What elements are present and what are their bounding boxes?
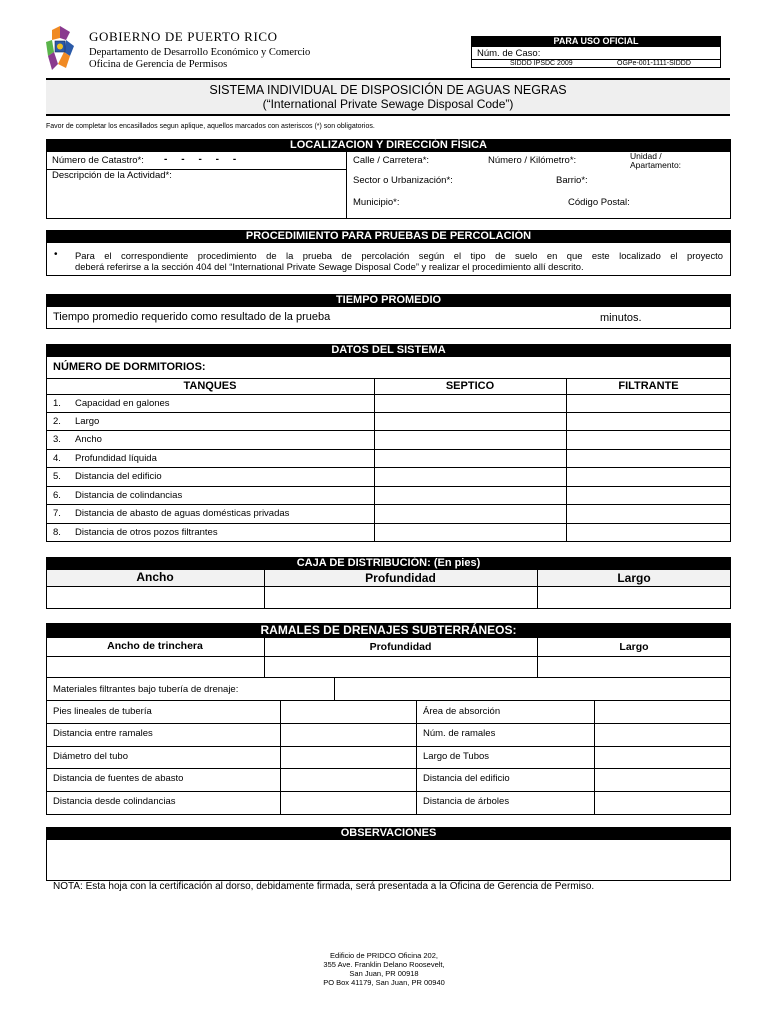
branch-count-label: Núm. de ramales [423, 728, 496, 739]
footer-address-3: San Juan, PR 00918 [349, 969, 419, 978]
col-tanques: TANQUES [183, 380, 237, 392]
supply-distance-input[interactable] [284, 771, 412, 788]
tree-distance-label: Distancia de árboles [423, 796, 510, 807]
location-header: LOCALIZACION Y DIRECCIÓN FÍSICA [46, 139, 731, 152]
septico-other-wells-input[interactable] [378, 525, 562, 539]
filtrante-boundary-distance-input[interactable] [570, 488, 726, 502]
footer-address-2: 355 Ave. Franklin Delano Roosevelt, [323, 960, 445, 969]
septico-width-input[interactable] [378, 432, 562, 446]
instructions: Favor de completar los encasillados segun aplique, aquellos marcados con asteriscos (*) son obligatorios. [46, 123, 375, 130]
row-number: 4. [53, 453, 61, 464]
footer-address-4: PO Box 41179, San Juan, PR 00940 [323, 978, 445, 987]
observations-input[interactable] [50, 842, 727, 878]
catastro-input[interactable] [160, 153, 340, 167]
activity-input[interactable] [50, 181, 342, 216]
drain-col-trench-width: Ancho de trinchera [107, 640, 203, 652]
septico-capacity-input[interactable] [378, 396, 562, 410]
row-number: 6. [53, 490, 61, 501]
absorption-area-input[interactable] [598, 703, 727, 720]
dist-col-ancho: Ancho [136, 570, 174, 584]
dist-col-profundidad: Profundidad [365, 571, 436, 585]
drain-depth-input[interactable] [268, 659, 533, 675]
row-number: 7. [53, 508, 61, 519]
row-label: Profundidad líquida [75, 453, 157, 464]
boundary-distance-input[interactable] [284, 794, 412, 811]
building-distance-label: Distancia del edificio [423, 773, 510, 784]
row-label: Distancia del edificio [75, 471, 162, 482]
tree-distance-input[interactable] [598, 794, 727, 811]
row-label: Capacidad en galones [75, 398, 170, 409]
filtrante-width-input[interactable] [570, 432, 726, 446]
drain-trench-width-input[interactable] [50, 659, 260, 675]
procedure-text-1: Para el correspondiente procedimiento de la prueba de percolación según el tipo de suelo en que este localizado el proyecto [75, 250, 723, 261]
supply-distance-label: Distancia de fuentes de abasto [53, 773, 184, 784]
septico-boundary-distance-input[interactable] [378, 488, 562, 502]
unit-label-2: Apartamento: [630, 160, 682, 170]
official-use-header: PARA USO OFICIAL [471, 36, 721, 47]
municipio-label: Municipio*: [353, 197, 400, 208]
linear-feet-label: Pies lineales de tubería [53, 706, 152, 717]
dist-length-input[interactable] [541, 589, 727, 606]
row-number: 5. [53, 471, 61, 482]
form-code-left: SIDDD IPSDC 2009 [510, 60, 573, 67]
row-label: Ancho [75, 434, 102, 445]
drain-length-input[interactable] [541, 659, 727, 675]
branch-count-input[interactable] [598, 726, 727, 743]
branch-distance-label: Distancia entre ramales [53, 728, 153, 739]
time-unit: minutos. [600, 312, 642, 324]
form-code-right: OGPe-001-1111-SIDDD [617, 60, 691, 67]
catastro-dashes: - - - - - [164, 154, 237, 165]
col-filtrante: FILTRANTE [618, 380, 679, 392]
row-number: 8. [53, 527, 61, 538]
row-label: Distancia de colindancias [75, 490, 183, 501]
case-number-label: Núm. de Caso: [477, 48, 541, 59]
time-label: Tiempo promedio requerido como resultado de la prueba [53, 311, 331, 323]
filtrante-capacity-input[interactable] [570, 396, 726, 410]
procedure-text-2: deberá referirse a la sección 404 del “International Private Sewage Disposal Code” y realizar el procedimiento allí descrito. [75, 261, 584, 272]
row-number: 3. [53, 434, 61, 445]
row-number: 2. [53, 416, 61, 427]
col-septico: SEPTICO [445, 380, 495, 392]
distribution-box-header: CAJA DE DISTRIBUCIÓN: (En pies) [46, 557, 731, 570]
page-title: SISTEMA INDIVIDUAL DE DISPOSICIÓN DE AGUAS NEGRAS [209, 83, 567, 97]
page-subtitle: (“International Private Sewage Disposal Code”) [262, 97, 514, 111]
department-name: Departamento de Desarrollo Económico y Comercio [89, 47, 311, 58]
absorption-area-label: Área de absorción [423, 706, 501, 717]
filtrante-depth-input[interactable] [570, 451, 726, 465]
time-header: TIEMPO PROMEDIO [46, 294, 731, 307]
septico-length-input[interactable] [378, 414, 562, 428]
system-header: DATOS DEL SISTEMA [46, 344, 731, 357]
filtrante-other-wells-input[interactable] [570, 525, 726, 539]
drain-col-length: Largo [619, 641, 649, 653]
septico-depth-input[interactable] [378, 451, 562, 465]
sector-label: Sector o Urbanización*: [353, 175, 453, 186]
procedure-bullet: • [54, 249, 58, 260]
street-number-label: Número / Kilómetro*: [488, 155, 577, 166]
catastro-label: Número de Catastro*: [52, 155, 144, 166]
branch-distance-input[interactable] [284, 726, 412, 743]
case-number-input[interactable] [545, 48, 715, 59]
postal-code-label: Código Postal: [568, 197, 630, 208]
dist-width-input[interactable] [50, 589, 260, 606]
observations-header: OBSERVACIONES [46, 827, 731, 840]
tube-diameter-label: Diámetro del tubo [53, 751, 128, 762]
dist-depth-input[interactable] [268, 589, 533, 606]
filtrante-building-distance-input[interactable] [570, 469, 726, 483]
septico-building-distance-input[interactable] [378, 469, 562, 483]
building-distance-input[interactable] [598, 771, 727, 788]
row-label: Largo [75, 416, 100, 427]
materials-label: Materiales filtrantes bajo tubería de drenaje: [53, 684, 239, 695]
time-input[interactable] [380, 310, 590, 325]
row-label: Distancia de otros pozos filtrantes [75, 527, 218, 538]
filtrante-water-supply-distance-input[interactable] [570, 506, 726, 520]
row-label: Distancia de abasto de aguas domésticas privadas [75, 508, 290, 519]
boundary-distance-label: Distancia desde colindancias [53, 796, 176, 807]
note: NOTA: Esta hoja con la certificación al dorso, debidamente firmada, será presentada a la Oficina de Gerencia de Permiso. [53, 881, 595, 892]
row-number: 1. [53, 398, 61, 409]
activity-label: Descripción de la Actividad*: [52, 170, 172, 181]
office-name: Oficina de Gerencia de Permisos [89, 59, 228, 70]
footer-address-1: Edificio de PRIDCO Oficina 202, [330, 951, 438, 960]
bedrooms-input[interactable] [220, 360, 420, 374]
dist-col-largo: Largo [617, 571, 651, 585]
materials-input[interactable] [338, 680, 728, 697]
drains-header: RAMALES DE DRENAJES SUBTERRÁNEOS: [46, 623, 731, 638]
linear-feet-input[interactable] [284, 703, 412, 720]
tube-length-label: Largo de Tubos [423, 751, 490, 762]
procedure-header: PROCEDIMIENTO PARA PRUEBAS DE PERCOLACIÓN [46, 230, 731, 243]
logo [44, 26, 76, 72]
filtrante-length-input[interactable] [570, 414, 726, 428]
bedrooms-label: NÚMERO DE DORMITORIOS: [53, 361, 206, 373]
septico-water-supply-distance-input[interactable] [378, 506, 562, 520]
tube-diameter-input[interactable] [284, 749, 412, 766]
drain-col-depth: Profundidad [369, 641, 432, 653]
tube-length-input[interactable] [598, 749, 727, 766]
unit-label-1: Unidad / [630, 151, 662, 161]
barrio-label: Barrio*: [556, 175, 588, 186]
gov-name: GOBIERNO DE PUERTO RICO [89, 29, 278, 44]
street-label: Calle / Carretera*: [353, 155, 430, 166]
